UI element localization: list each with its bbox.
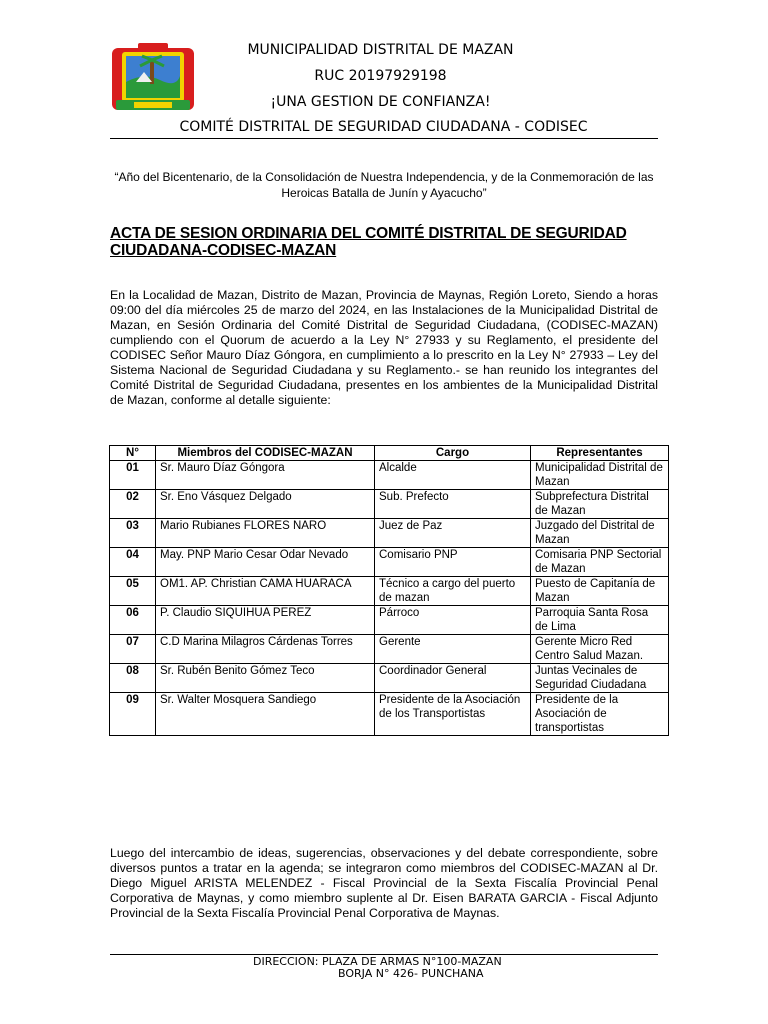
member-role: Juez de Paz xyxy=(375,519,531,548)
row-number: 01 xyxy=(110,461,156,490)
row-number: 02 xyxy=(110,490,156,519)
ruc-number: RUC 20197929198 xyxy=(314,68,447,84)
member-role: Presidente de la Asociación de los Transportistas xyxy=(375,693,531,736)
member-role: Comisario PNP xyxy=(375,548,531,577)
member-role: Alcalde xyxy=(375,461,531,490)
table-row xyxy=(110,664,669,693)
row-number: 07 xyxy=(110,635,156,664)
table-row xyxy=(110,693,669,736)
table-row xyxy=(110,606,669,635)
row-number: 03 xyxy=(110,519,156,548)
member-representative: Puesto de Capitanía de Mazan xyxy=(531,577,669,606)
committee-name: COMITÉ DISTRITAL DE SEGURIDAD CIUDADANA - CODISEC xyxy=(179,119,588,135)
member-name: May. PNP Mario Cesar Odar Nevado xyxy=(156,548,375,577)
header-role: Cargo xyxy=(375,446,531,461)
member-representative: Gerente Micro Red Centro Salud Mazan. xyxy=(531,635,669,664)
member-name: OM1. AP. Christian CAMA HUARACA xyxy=(156,577,375,606)
header-members: Miembros del CODISEC-MAZAN xyxy=(156,446,375,461)
members-table xyxy=(109,445,669,736)
member-representative: Presidente de la Asociación de transportistas xyxy=(531,693,669,736)
header-representatives: Representantes xyxy=(531,446,669,461)
member-name: Sr. Eno Vásquez Delgado xyxy=(156,490,375,519)
closing-paragraph: Luego del intercambio de ideas, sugerencias, observaciones y del debate correspondiente, sobre diversos puntos a tratar en la agenda; se integraron como miembros del CODISEC-MAZAN al Dr. Diego Miguel ARISTA MELENDEZ - Fiscal Provincial de la Sexta Fiscalía Provincial Penal Corporativa de Maynas, y como miembro suplente al Dr. Eisen BARATA GARCIA - Fiscal Adjunto Provincial de la Sexta Fiscalía Provincial Penal Corporativa de Maynas. xyxy=(110,846,658,920)
table-row xyxy=(110,490,669,519)
member-name: Sr. Rubén Benito Gómez Teco xyxy=(156,664,375,693)
member-role: Sub. Prefecto xyxy=(375,490,531,519)
row-number: 08 xyxy=(110,664,156,693)
table-header-row xyxy=(110,446,669,461)
document-title: ACTA DE SESION ORDINARIA DEL COMITÉ DISTRITAL DE SEGURIDAD CIUDADANA-CODISEC-MAZAN xyxy=(110,225,627,259)
member-representative: Comisaria PNP Sectorial de Mazan xyxy=(531,548,669,577)
member-representative: Subprefectura Distrital de Mazan xyxy=(531,490,669,519)
table-row xyxy=(110,519,669,548)
member-representative: Juzgado del Distrital de Mazan xyxy=(531,519,669,548)
member-role: Técnico a cargo del puerto de mazan xyxy=(375,577,531,606)
member-name: Sr. Walter Mosquera Sandiego xyxy=(156,693,375,736)
intro-paragraph: En la Localidad de Mazan, Distrito de Mazan, Provincia de Maynas, Región Loreto, Siendo a horas 09:00 del día miércoles 25 de marzo del 2024, en las Instalaciones de la Municipalidad Distrital de Mazan, en Sesión Ordinaria del Comité Distrital de Seguridad Ciudadana, (CODISEC-MAZAN) cumpliendo con el Quorum de acuerdo a la Ley N° 27933 y su Reglamento, el presidente del CODISEC Señor Mauro Díaz Góngora, en cumplimiento a lo prescrito en la Ley N° 27933 – Ley del Sistema Nacional de Seguridad Ciudadana y su Reglamento.- se han reunido los integrantes del Comité Distrital de Seguridad Ciudadana, presentes en los ambientes de la Municipalidad Distrital de Mazan, conforme al detalle siguiente: xyxy=(110,288,658,407)
member-name: C.D Marina Milagros Cárdenas Torres xyxy=(156,635,375,664)
table-row xyxy=(110,635,669,664)
member-representative: Juntas Vecinales de Seguridad Ciudadana xyxy=(531,664,669,693)
table-row xyxy=(110,461,669,490)
municipality-name: MUNICIPALIDAD DISTRITAL DE MAZAN xyxy=(247,42,514,58)
member-role: Párroco xyxy=(375,606,531,635)
row-number: 06 xyxy=(110,606,156,635)
member-representative: Municipalidad Distrital de Mazan xyxy=(531,461,669,490)
header-divider xyxy=(110,138,658,139)
row-number: 05 xyxy=(110,577,156,606)
slogan: ¡UNA GESTION DE CONFIANZA! xyxy=(270,94,491,110)
member-name: P. Claudio SIQUIHUA PEREZ xyxy=(156,606,375,635)
table-row xyxy=(110,548,669,577)
member-representative: Parroquia Santa Rosa de Lima xyxy=(531,606,669,635)
footer-address-line1: DIRECCION: PLAZA DE ARMAS N°100-MAZAN xyxy=(253,955,502,968)
footer-address-line2: BORJA N° 426- PUNCHANA xyxy=(338,967,484,980)
row-number: 04 xyxy=(110,548,156,577)
year-motto: “Año del Bicentenario, de la Consolidación de Nuestra Independencia, y de la Conmemoración de las Heroicas Batalla de Junín y Ayacucho” xyxy=(114,170,654,200)
table-row xyxy=(110,577,669,606)
member-name: Mario Rubianes FLORES NARO xyxy=(156,519,375,548)
member-role: Gerente xyxy=(375,635,531,664)
member-role: Coordinador General xyxy=(375,664,531,693)
header-number: N° xyxy=(110,446,156,461)
member-name: Sr. Mauro Díaz Góngora xyxy=(156,461,375,490)
row-number: 09 xyxy=(110,693,156,736)
